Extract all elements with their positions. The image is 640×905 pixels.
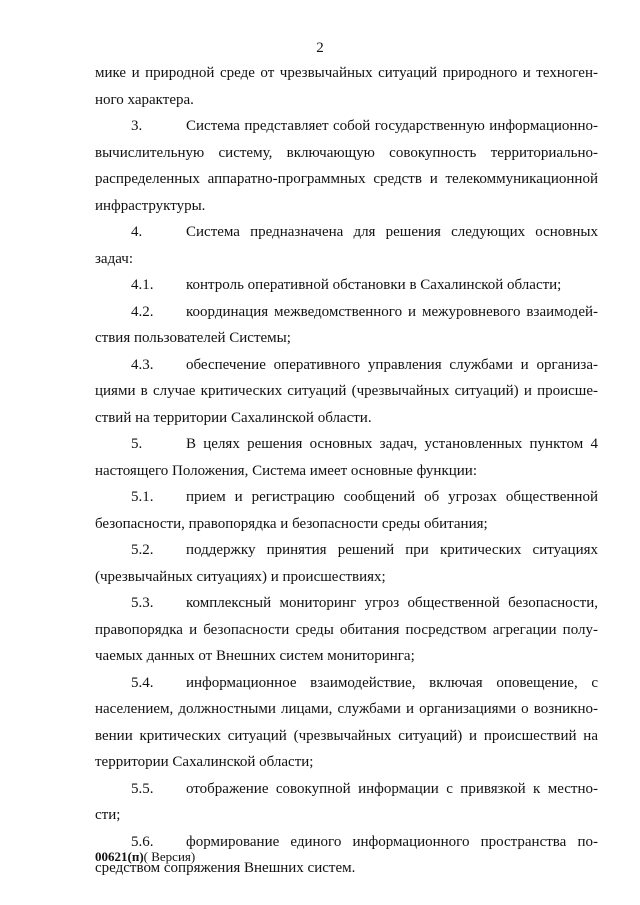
document-version: ( Версия) (143, 849, 196, 864)
document-footer (95, 849, 195, 865)
paragraph-number: 5.4. (131, 674, 154, 691)
document-code: 00621(п) (95, 849, 144, 864)
paragraph-5-4 (95, 670, 598, 776)
paragraph-number: 3. (131, 118, 143, 134)
paragraph-text: В целях решения основных задач, установленных пунктом 4 настоящего Положения, Система имеет основные функции: (95, 436, 598, 479)
paragraph-5 (95, 431, 598, 484)
paragraph-number: 5.1. (131, 489, 154, 505)
paragraph-text: контроль оперативной обстановки в Сахалинской области; (186, 277, 562, 293)
paragraph-text: Система предназначена для решения следующих основных задач: (95, 224, 598, 267)
paragraph-text: прием и регистрацию сообщений об угрозах общественной безопасности, правопорядка и безопасности среды обитания; (95, 489, 598, 532)
paragraph-4-2 (95, 299, 598, 352)
paragraph-5-5 (95, 776, 598, 829)
paragraph-5-2 (95, 537, 598, 590)
paragraph-text: отображение совокупной информации с привязкой к местно-сти; (95, 780, 598, 823)
paragraph-5-3 (95, 590, 598, 670)
paragraph-3 (95, 113, 598, 219)
paragraph-text: поддержку принятия решений при критических ситуациях (чрезвычайных ситуациях) и происшествиях; (95, 542, 598, 585)
paragraph-number: 5.2. (131, 542, 154, 558)
paragraph-number: 5. (131, 436, 143, 452)
paragraph-5-1 (95, 484, 598, 537)
paragraph-4-3 (95, 352, 598, 432)
paragraph-continuation (95, 60, 598, 113)
paragraph-text: координация межведомственного и межуровневого взаимодей-ствия пользователей Системы; (95, 303, 598, 346)
paragraph-number: 5.3. (131, 595, 154, 611)
paragraph-text: информационное взаимодействие, включая оповещение, с населением, должностными лицами, службами и организациями о возникно-вении критических ситуаций (чрезвычайных ситуаций) и происшествий на территории Сахалинской области; (95, 674, 598, 770)
paragraph-4-1 (95, 272, 598, 299)
paragraph-text: мике и природной среде от чрезвычайных ситуаций природного и техноген-ного характера. (95, 65, 598, 108)
paragraph-text: комплексный мониторинг угроз общественной безопасности, правопорядка и безопасности среды обитания посредством агрегации полу-чаемых данных от Внешних систем мониторинга; (95, 595, 598, 664)
paragraph-text: формирование единого информационного пространства по-средством сопряжения Внешних систем. (95, 833, 598, 876)
paragraph-text: Система представляет собой государственную информационно-вычислительную систему, включающую совокупность территориально-распределенных аппаратно-программных средств и телекоммуникационной инфраструктуры. (95, 118, 598, 214)
page-number: 2 (316, 40, 324, 56)
paragraph-number: 4.3. (131, 356, 154, 373)
paragraph-4 (95, 219, 598, 272)
paragraph-text: обеспечение оперативного управления службами и организа-циями в случае критических ситуаций (чрезвычайных ситуаций) и происше-ствий на территории Сахалинской области. (95, 356, 598, 426)
paragraph-number: 4.2. (131, 303, 154, 320)
paragraph-number: 5.6. (131, 833, 154, 850)
paragraph-number: 4. (131, 224, 143, 240)
paragraph-number: 5.5. (131, 780, 154, 797)
paragraph-number: 4.1. (131, 277, 154, 293)
document-body (95, 60, 598, 882)
